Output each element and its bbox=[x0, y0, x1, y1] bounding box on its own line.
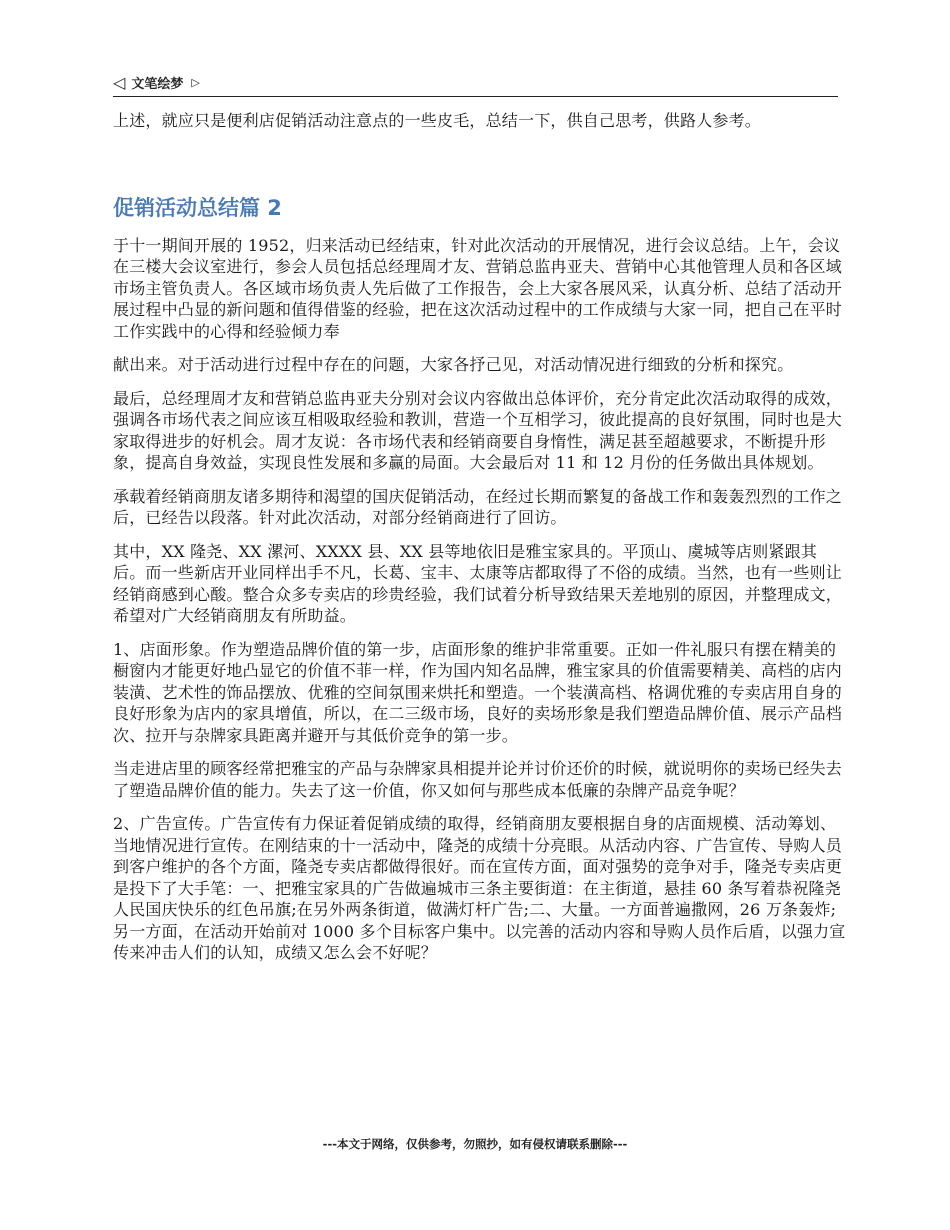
triangle-left-icon: ◁ bbox=[113, 72, 126, 92]
brand bbox=[113, 73, 200, 92]
paragraph-1: 于十一期间开展的 1952，归来活动已经结束，针对此次活动的开展情况，进行会议总结。上午，会议在三楼大会议室进行，参会人员包括总经理周才友、营销总监冉亚夫、营销中心其他管理人员和各区域市场主管负责人。各区域市场负责人先后做了工作报告，会上大家各展风采，认真分析、总结了活动开展过程中凸显的新问题和值得借鉴的经验，把在这次活动过程中的工作成绩与大家一同，把自己在平时工作实践中的心得和经验倾力奉 bbox=[113, 235, 843, 341]
paragraph-5: 其中，XX 隆尧、XX 漯河、XXXX 县、XX 县等地依旧是雅宝家具的。平顶山、虞城等店则紧跟其后。而一些新店开业同样出手不凡，长葛、宝丰、太康等店都取得了不俗的成绩。当然，也有一些则让经销商感到心酸。整合众多专卖店的珍贵经验，我们试着分析导致结果天差地别的原因，并整理成文，希望对广大经销商朋友有所助益。 bbox=[113, 541, 843, 625]
paragraph-3: 最后，总经理周才友和营销总监冉亚夫分别对会议内容做出总体评价，充分肯定此次活动取得的成效，强调各市场代表之间应该互相吸取经验和教训，营造一个互相学习，彼此提高的良好氛围，同时也是大家取得进步的好机会。周才友说：各市场代表和经销商要自身惰性，满足甚至超越要求，不断提升形象，提高自身效益，实现良性发展和多赢的局面。大会最后对 11 和 12 月份的任务做出具体规划。 bbox=[113, 388, 843, 472]
page-footer: ---本文于网络，仅供参考，勿照抄，如有侵权请联系删除--- bbox=[322, 1137, 628, 1151]
paragraph-2: 献出来。对于活动进行过程中存在的问题，大家各抒己见，对活动情况进行细致的分析和探究。 bbox=[113, 355, 794, 374]
paragraph-6: 1、店面形象。作为塑造品牌价值的第一步，店面形象的维护非常重要。正如一件礼服只有摆在精美的橱窗内才能更好地凸显它的价值不菲一样，作为国内知名品牌，雅宝家具的价值需要精美、高档的店内装潢、艺术性的饰品摆放、优雅的空间氛围来烘托和塑造。一个装潢高档、格调优雅的专卖店用自身的良好形象为店内的家具增值，所以，在二三级市场，良好的卖场形象是我们塑造品牌价值、展示产品档次、拉开与杂牌家具距离并避开与其低价竞争的第一步。 bbox=[113, 639, 843, 745]
paragraph-7: 当走进店里的顾客经常把雅宝的产品与杂牌家具相提并论并讨价还价的时候，就说明你的卖场已经失去了塑造品牌价值的能力。失去了这一价值，你又如何与那些成本低廉的杂牌产品竞争呢？ bbox=[113, 759, 843, 800]
paragraph-8: 2、广告宣传。广告宣传有力保证着促销成绩的取得，经销商朋友要根据自身的店面规模、活动筹划、当地情况进行宣传。在刚结束的十一活动中，隆尧的成绩十分亮眼。从活动内容、广告宣传、导购人员到客户维护的各个方面，隆尧专卖店都做得很好。而在宣传方面，面对强势的竞争对手，隆尧专卖店更是投下了大手笔：一、把雅宝家具的广告做遍城市三条主要街道：在主街道，悬挂 60 条写着恭祝隆尧人民国庆快乐的红色吊旗;在另外两条街道，做满灯杆广告;二、大量。一方面普遍撒网，26 万条轰炸;另一方面，在活动开始前对 1000 多个目标客户集中。以完善的活动内容和导购人员作后盾，以强力宣传来冲击人们的认知，成绩又怎么会不好呢？ bbox=[113, 814, 846, 962]
page-header bbox=[113, 72, 838, 97]
document-body bbox=[113, 110, 848, 976]
paragraph-4: 承载着经销商朋友诸多期待和渴望的国庆促销活动，在经过长期而繁复的备战工作和轰轰烈烈的工作之后，已经告以段落。针对此次活动，对部分经销商进行了回访。 bbox=[113, 486, 843, 527]
section-title: 促销活动总结篇 2 bbox=[113, 195, 282, 220]
intro-paragraph: 上述，就应只是便利店促销活动注意点的一些皮毛，总结一下，供自己思考，供路人参考。 bbox=[113, 111, 762, 130]
brand-name: 文笔绘梦 bbox=[131, 77, 184, 92]
triangle-right-icon: ▷ bbox=[191, 76, 200, 89]
